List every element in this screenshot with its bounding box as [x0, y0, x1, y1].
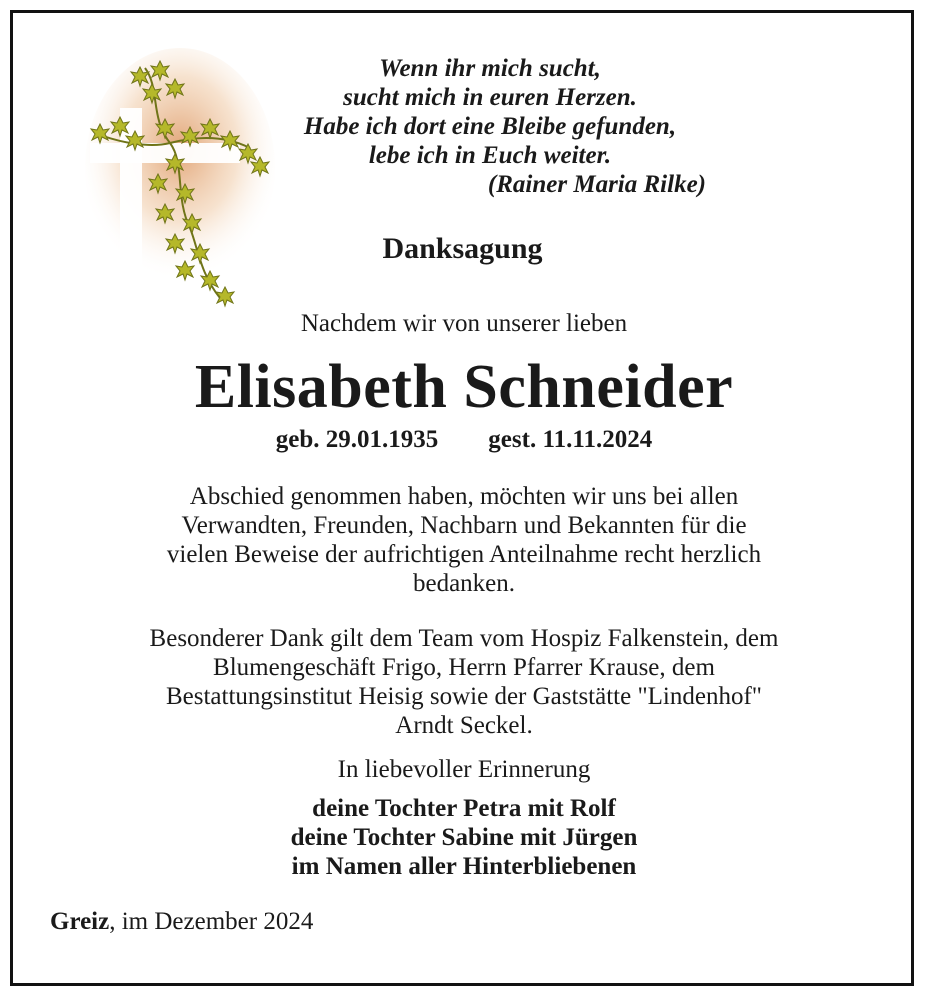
paragraph-line: Verwandten, Freunden, Nachbarn und Bekannten für die — [181, 512, 747, 539]
paragraph-line: Abschied genommen haben, möchten wir uns bei allen — [189, 483, 739, 510]
poem-line: sucht mich in euren Herzen. — [343, 84, 637, 111]
paragraph-line: Arndt Seckel. — [395, 712, 533, 739]
death-date: gest. 11.11.2024 — [488, 426, 653, 453]
poem-line: Wenn ihr mich sucht, — [379, 55, 601, 82]
poem-author: (Rainer Maria Rilke) — [487, 171, 706, 198]
paragraph-line: Bestattungsinstitut Heisig sowie der Gaststätte "Lindenhof" — [165, 683, 763, 710]
paragraph-line: Besonderer Dank gilt dem Team vom Hospiz Falkenstein, dem — [149, 625, 779, 652]
deceased-name: Elisabeth Schneider — [194, 353, 734, 421]
paragraph-line: vielen Beweise der aufrichtigen Anteilnahme recht herzlich — [166, 541, 762, 568]
poem — [260, 54, 720, 199]
heading-danksagung: Danksagung — [382, 232, 543, 265]
paragraph-line: Blumengeschäft Frigo, Herrn Pfarrer Krause, dem — [213, 654, 715, 681]
thanks-paragraph — [0, 482, 928, 598]
birth-date: geb. 29.01.1935 — [275, 426, 439, 453]
family-line: deine Tochter Sabine mit Jürgen — [290, 824, 638, 851]
place: Greiz — [50, 908, 110, 935]
family-line: deine Tochter Petra mit Rolf — [312, 795, 616, 822]
poem-line: Habe ich dort eine Bleibe gefunden, — [303, 113, 677, 140]
special-thanks-paragraph — [0, 624, 928, 740]
poem-line: lebe ich in Euch weiter. — [368, 142, 612, 169]
family-line: im Namen aller Hinterbliebenen — [291, 853, 637, 880]
cross-with-ivy-icon — [80, 48, 280, 313]
date: , im Dezember 2024 — [109, 908, 314, 935]
paragraph-line: bedanken. — [412, 570, 516, 597]
intro-text: Nachdem wir von unserer lieben — [300, 310, 628, 337]
life-dates — [0, 426, 928, 454]
family-signatures — [0, 794, 928, 881]
remembrance-text: In liebevoller Erinnerung — [337, 756, 591, 783]
place-date — [50, 908, 313, 936]
